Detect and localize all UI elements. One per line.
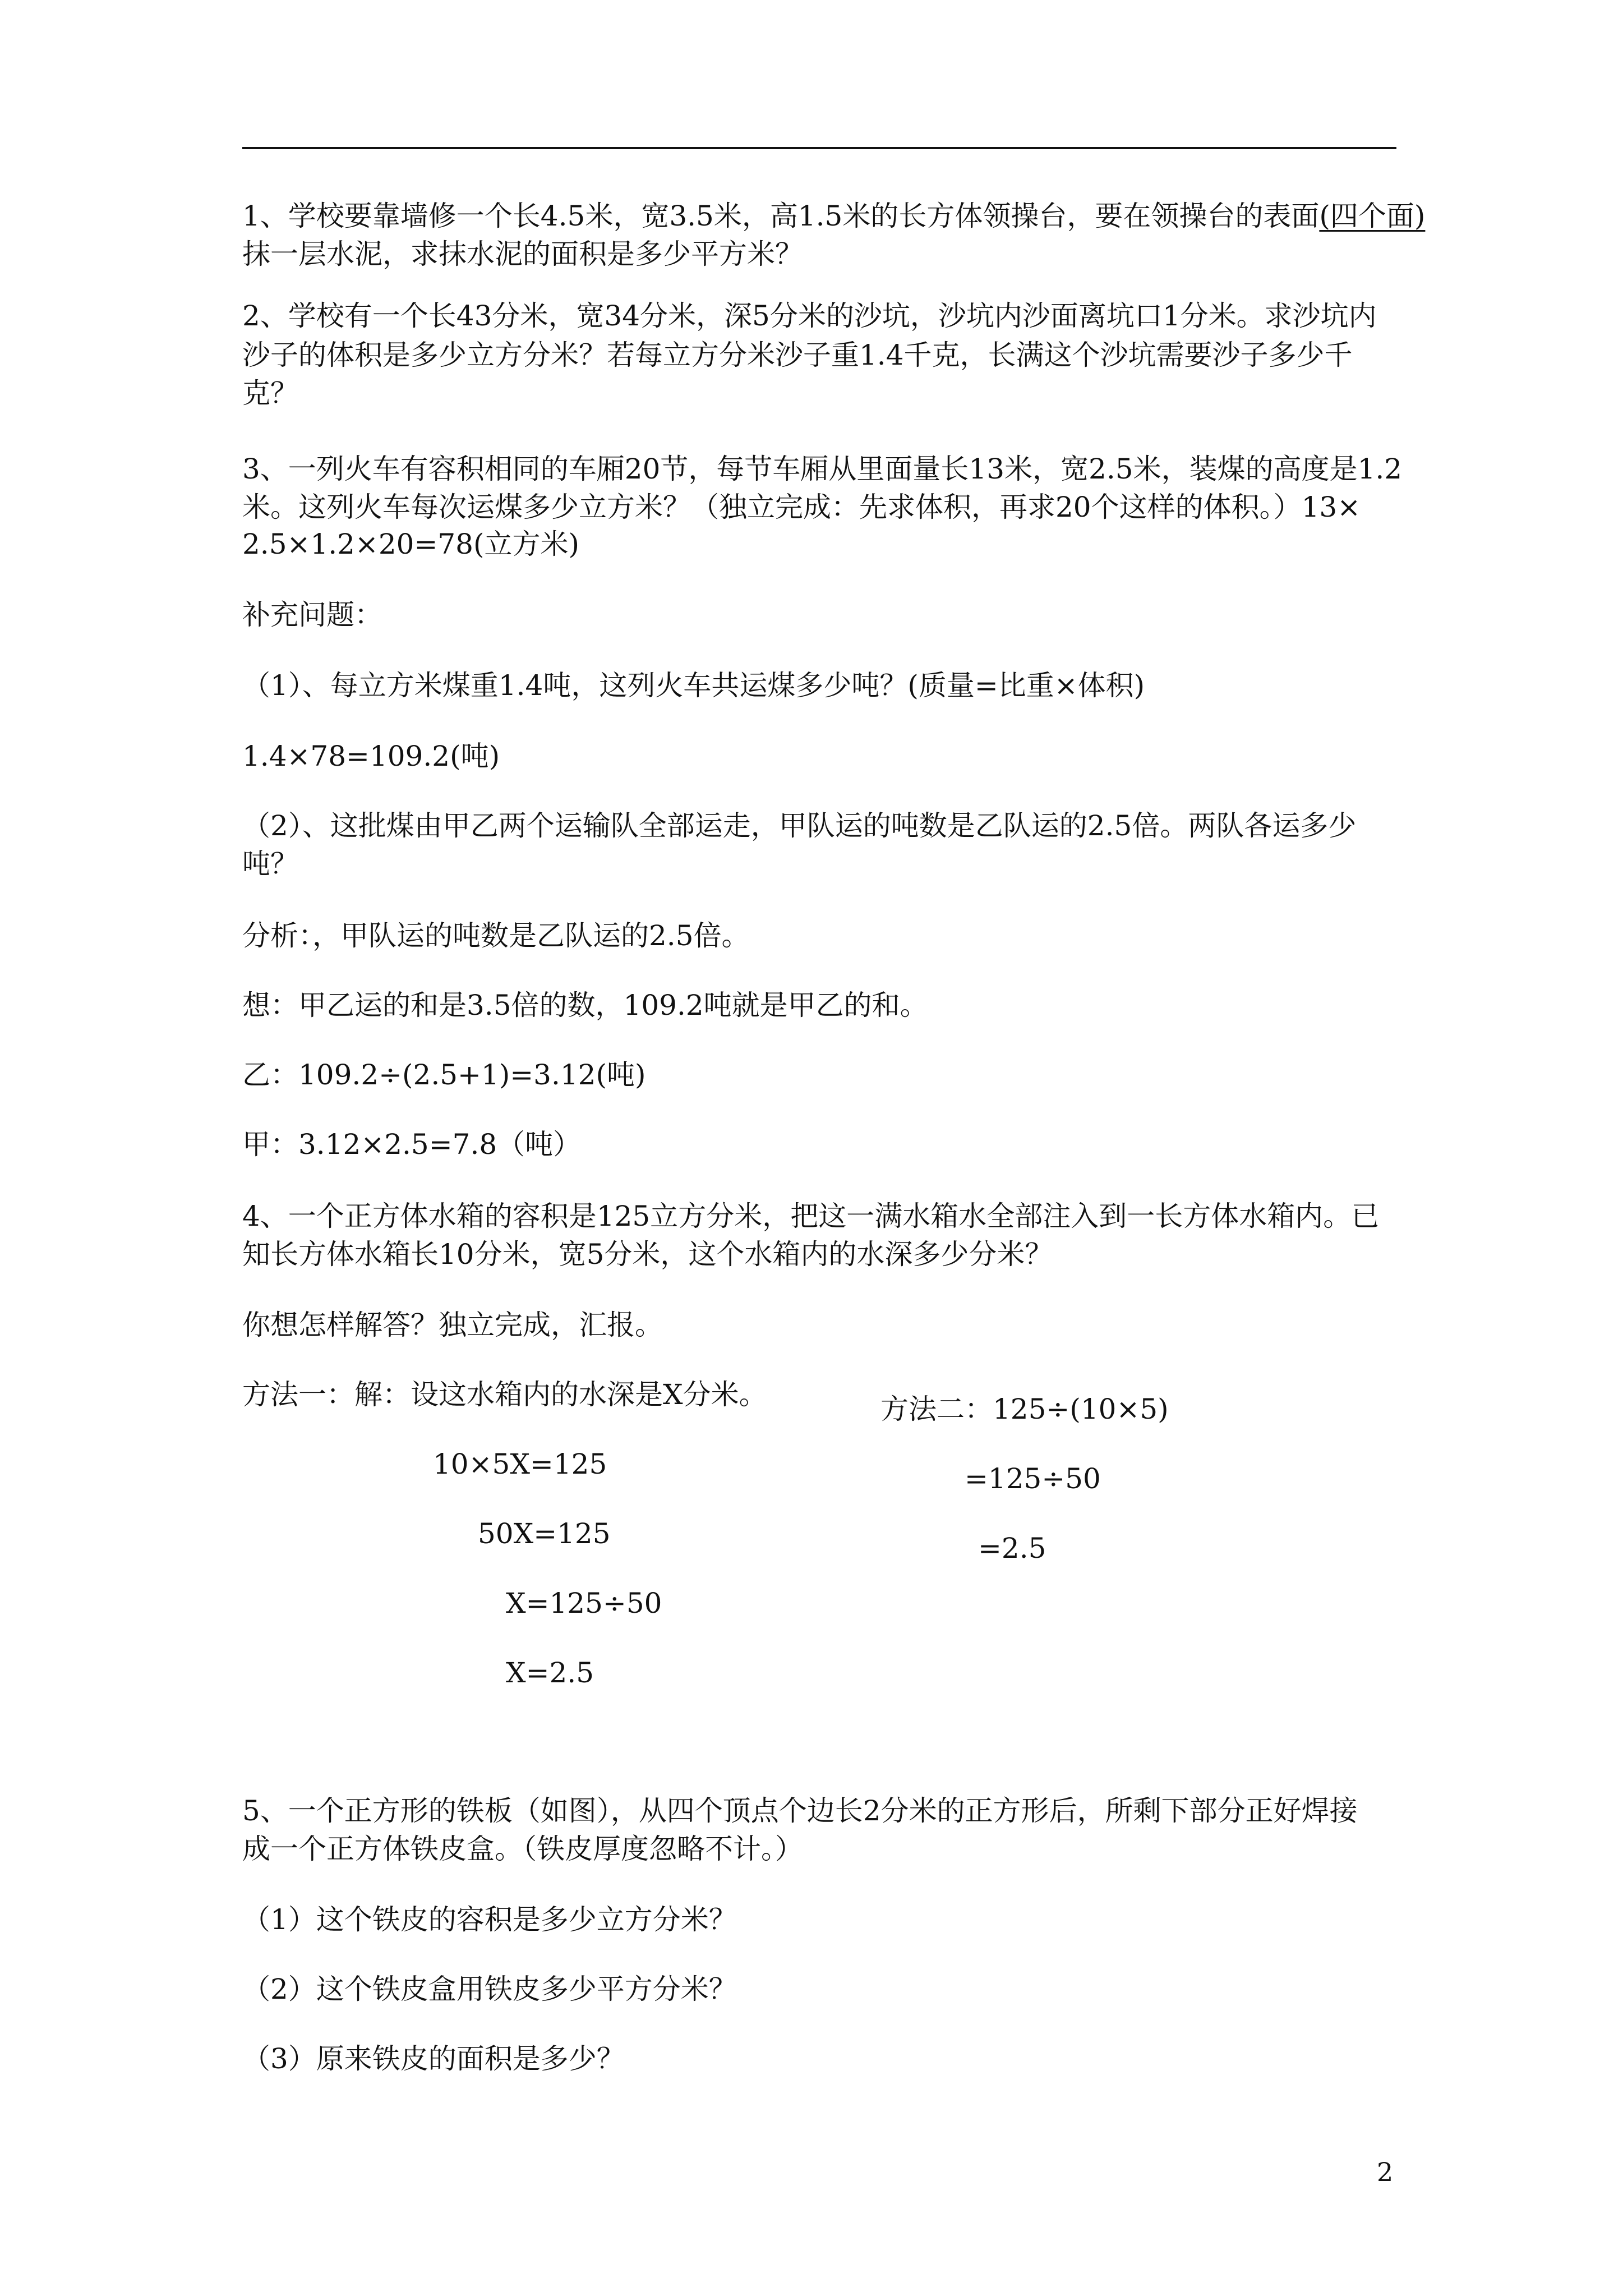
q3-line2: 米。这列火车每次运煤多少立方米？（独立完成：先求体积，再求20个这样的体积。）13× [242, 491, 1361, 523]
q5-sub2: （2）这个铁皮盒用铁皮多少平方分米？ [242, 1973, 737, 2005]
q4-prompt: 你想怎样解答？独立完成，汇报。 [242, 1309, 663, 1341]
q3-sub1: （1）、每立方米煤重1.4吨，这列火车共运煤多少吨？(质量=比重×体积) [242, 669, 1145, 702]
method1-step-4: X=2.5 [506, 1657, 594, 1689]
method2-title: 方法二：125÷(10×5) [880, 1393, 1169, 1425]
page-number: 2 [1377, 2157, 1394, 2187]
q3-sub2-line2: 吨？ [242, 848, 298, 880]
q2-line2: 沙子的体积是多少立方分米？若每立方分米沙子重1.4千克，长满这个沙坑需要沙子多少千 [242, 339, 1353, 371]
q2-line1: 2、学校有一个长43分米，宽34分米，深5分米的沙坑，沙坑内沙面离坑口1分米。求沙坑内 [242, 300, 1377, 332]
q1-line2: 抹一层水泥，求抹水泥的面积是多少平方米？ [242, 238, 803, 270]
q1-line1 [242, 199, 1425, 233]
method2-step-1: =125÷50 [965, 1462, 1101, 1495]
header-rule [242, 147, 1396, 149]
q4-line2: 知长方体水箱长10分米，宽5分米，这个水箱内的水深多少分米？ [242, 1238, 1053, 1271]
q5-sub1: （1）这个铁皮的容积是多少立方分米？ [242, 1903, 737, 1936]
q4-line1: 4、一个正方体水箱的容积是125立方分米，把这一满水箱水全部注入到一长方体水箱内。已 [242, 1200, 1380, 1232]
q5-sub3: （3）原来铁皮的面积是多少？ [242, 2042, 625, 2075]
q3-sub1-answer: 1.4×78=109.2(吨) [242, 740, 500, 772]
q5-line2: 成一个正方体铁皮盒。（铁皮厚度忽略不计。） [242, 1833, 803, 1865]
method2-step-2: =2.5 [978, 1532, 1046, 1565]
supplement-title: 补充问题： [242, 599, 382, 631]
q1-line1-text: 1、学校要靠墙修一个长4.5米，宽3.5米，高1.5米的长方体领操台，要在领操台的表面 [242, 200, 1320, 232]
q3-sub2-line1: （2）、这批煤由甲乙两个运输队全部运走，甲队运的吨数是乙队运的2.5倍。两队各运多少 [242, 809, 1357, 842]
q3-analysis: 分析：，甲队运的吨数是乙队运的2.5倍。 [242, 919, 750, 952]
method1-title: 方法一：解：设这水箱内的水深是X分米。 [242, 1378, 767, 1411]
q1-underlined-text: (四个面) [1319, 200, 1426, 232]
q2-line3: 克？ [242, 377, 298, 409]
q3-line1: 3、一列火车有容积相同的车厢20节，每节车厢从里面量长13米，宽2.5米，装煤的高度是1.2 [242, 453, 1403, 485]
q3-jia: 甲：3.12×2.5=7.8（吨） [242, 1128, 582, 1161]
method1-step-2: 50X=125 [478, 1517, 611, 1550]
q5-line1: 5、一个正方形的铁板（如图），从四个顶点个边长2分米的正方形后，所剩下部分正好焊接 [242, 1795, 1358, 1827]
method1-step-3: X=125÷50 [506, 1587, 662, 1619]
q3-think: 想：甲乙运的和是3.5倍的数，109.2吨就是甲乙的和。 [242, 989, 928, 1022]
method1-step-1: 10×5X=125 [433, 1448, 607, 1480]
q3-yi: 乙：109.2÷(2.5+1)=3.12(吨) [242, 1059, 646, 1091]
q3-line3: 2.5×1.2×20=78(立方米) [242, 528, 579, 560]
